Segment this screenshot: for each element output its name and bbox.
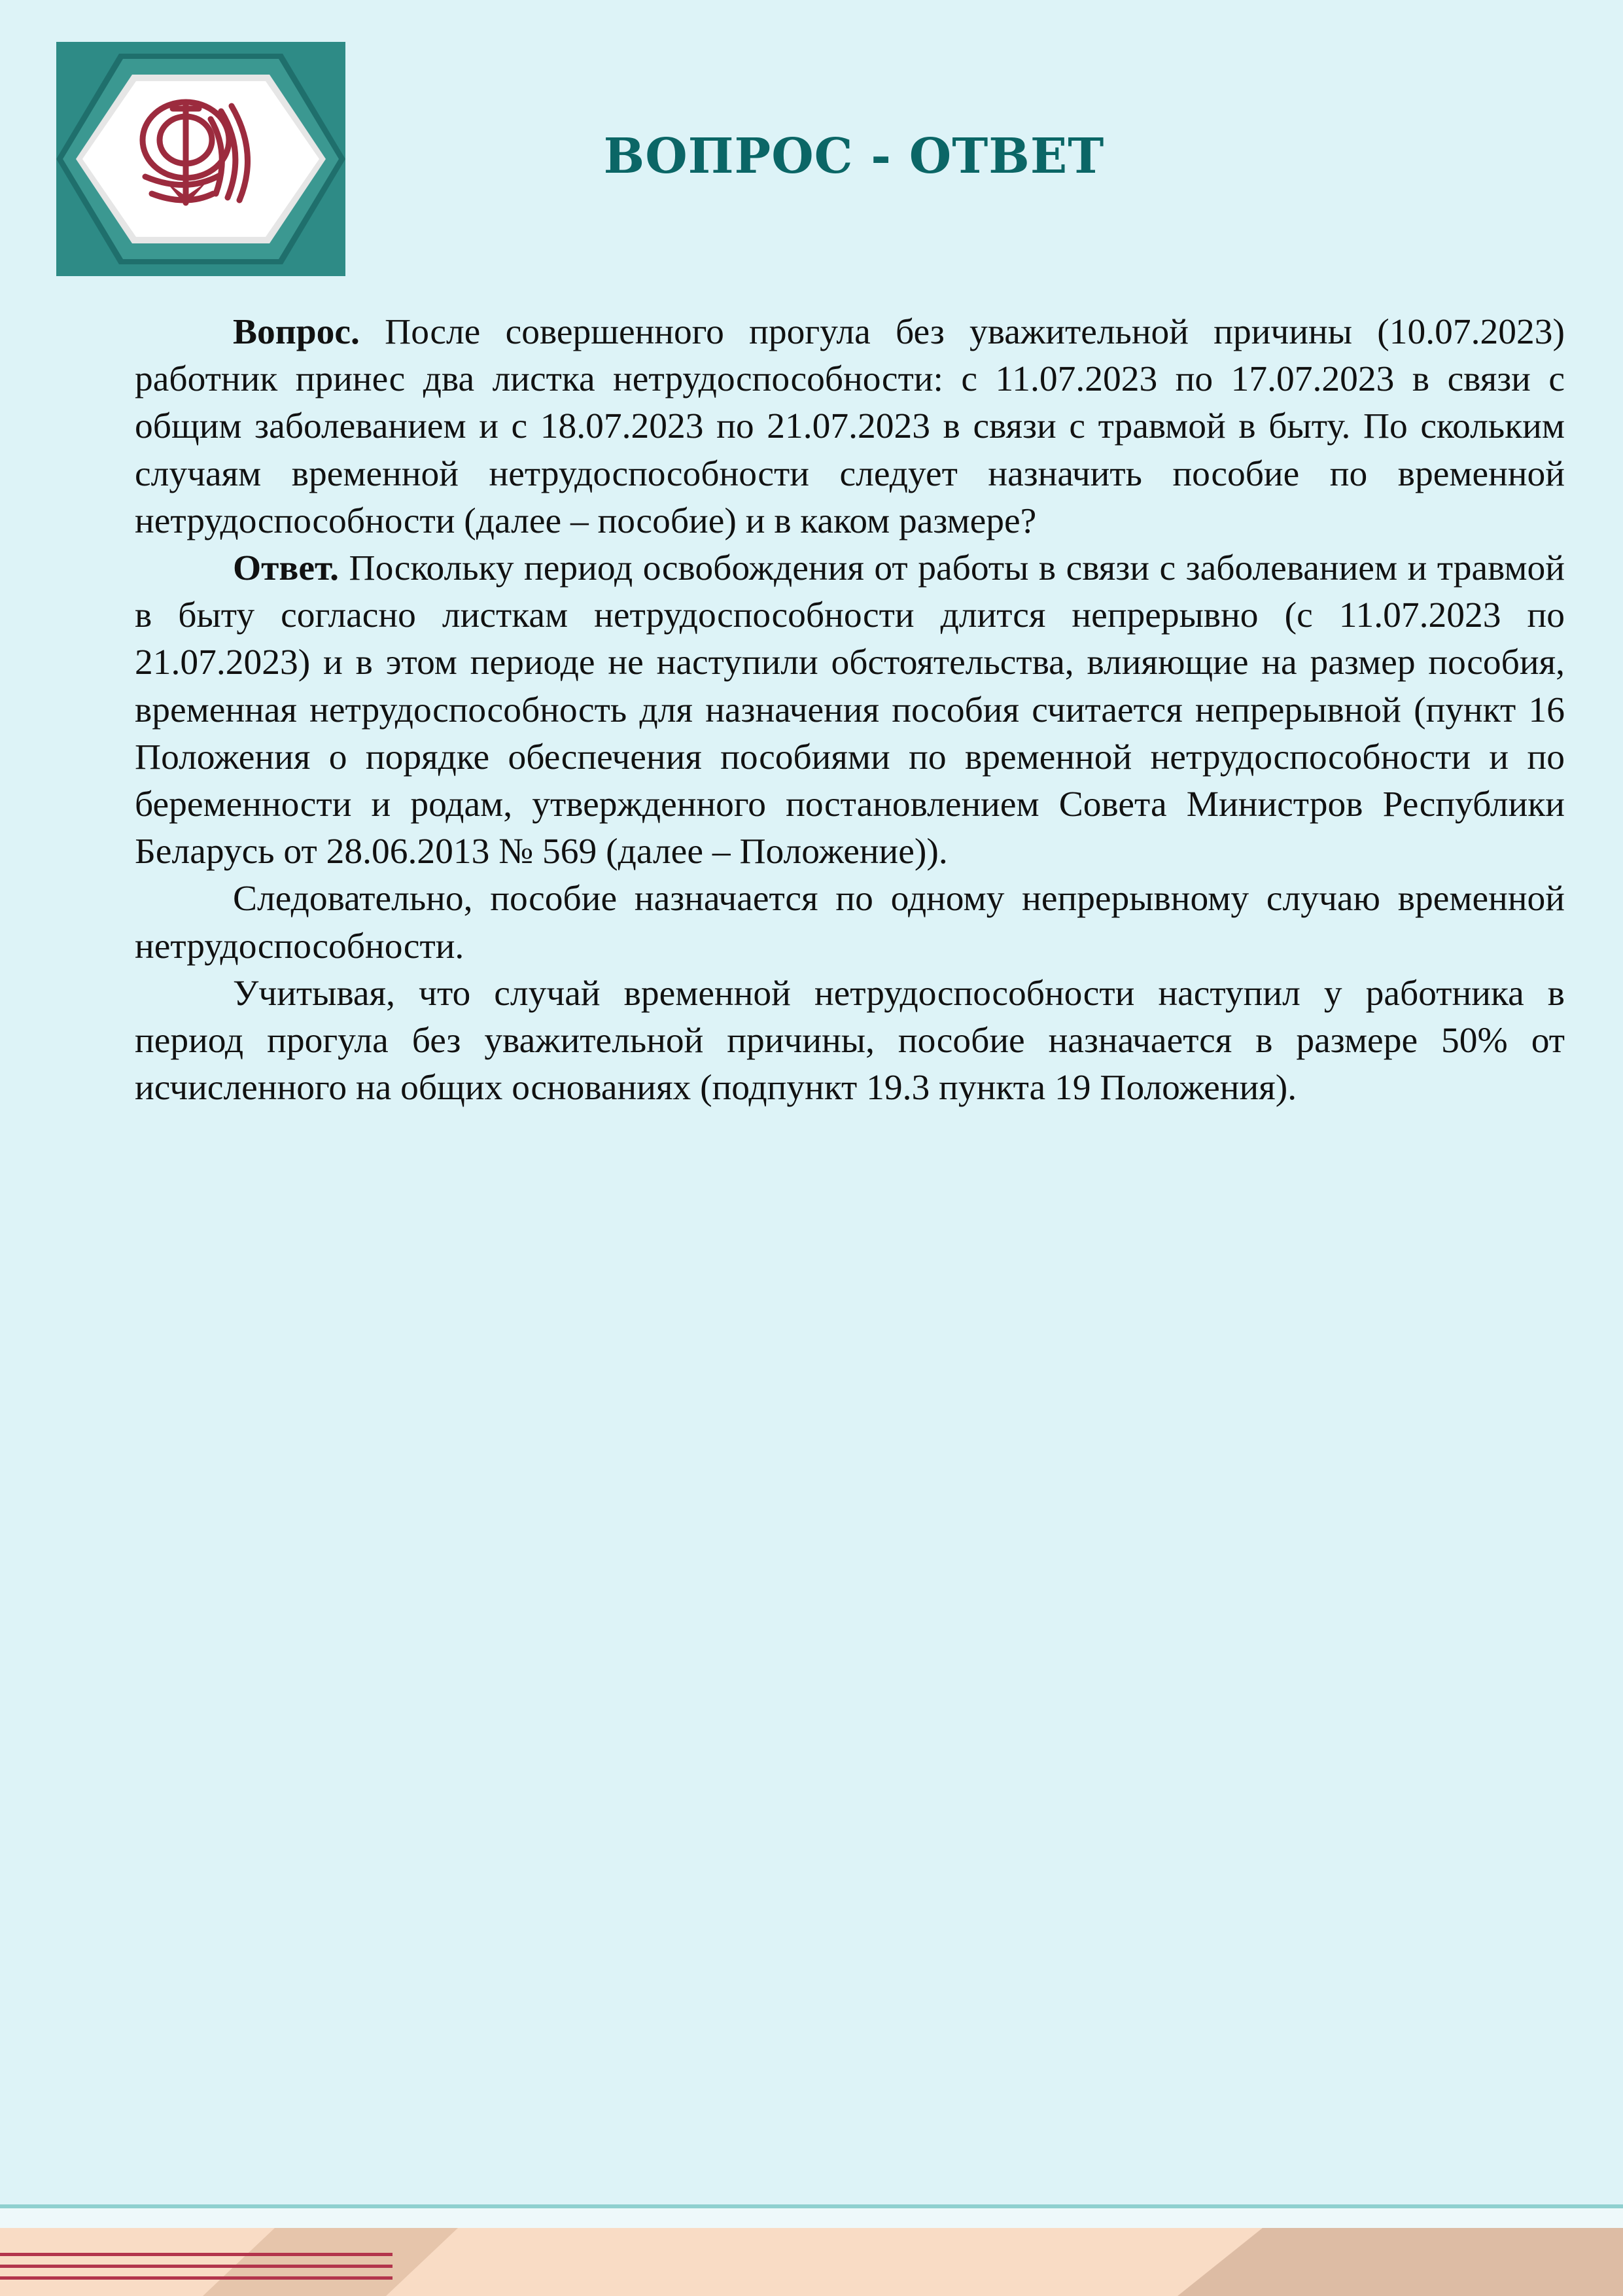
question-label: Вопрос. (233, 312, 360, 352)
answer-label: Ответ. (233, 548, 340, 589)
footer-decoration (0, 2204, 1623, 2296)
qa-content (135, 309, 1565, 1112)
answer-paragraph (135, 545, 1565, 875)
footer-light-band (0, 2208, 1623, 2228)
conclusion-paragraph: Следовательно, пособие назначается по одному непрерывному случаю временной нетрудоспособности. (135, 879, 1565, 966)
page-title: ВОПРОС - ОТВЕТ (603, 128, 1105, 185)
benefit-size-paragraph: Учитывая, что случай временной нетрудоспособности наступил у работника в период прогула без уважительной причины, пособие назначается в размере 50% от исчисленного на общих основаниях (подпункт 19.3 пункта 19 Положения). (135, 973, 1565, 1108)
answer-text: Поскольку период освобождения от работы в связи с заболеванием и травмой в быту согласно листкам нетрудоспособности длится непрерывно (с 11.07.2023 по 21.07.2023) и в этом периоде не наступили обстоятельства, влияющие на размер пособия, временная нетрудоспособность для назначения пособия считается непрерывной (пункт 16 Положения о порядке обеспечения пособиями по временной нетрудоспособности и по беременности и родам, утвержденного постановлением Совета Министров Республики Беларусь от 28.06.2013 № 569 (далее – Положение)). (135, 548, 1565, 872)
footer-teal-line (0, 2204, 1623, 2208)
question-text: После совершенного прогула без уважительной причины (10.07.2023) работник принес два листка нетрудоспособности: с 11.07.2023 по 17.07.2023 в связи с общим заболеванием и с 18.07.2023 по 21.07.2023 в связи с травмой в быту. По скольким случаям временной нетрудоспособности следует назначить пособие по временной нетрудоспособности (далее – пособие) и в каком размере? (135, 312, 1565, 541)
question-paragraph (135, 309, 1565, 545)
